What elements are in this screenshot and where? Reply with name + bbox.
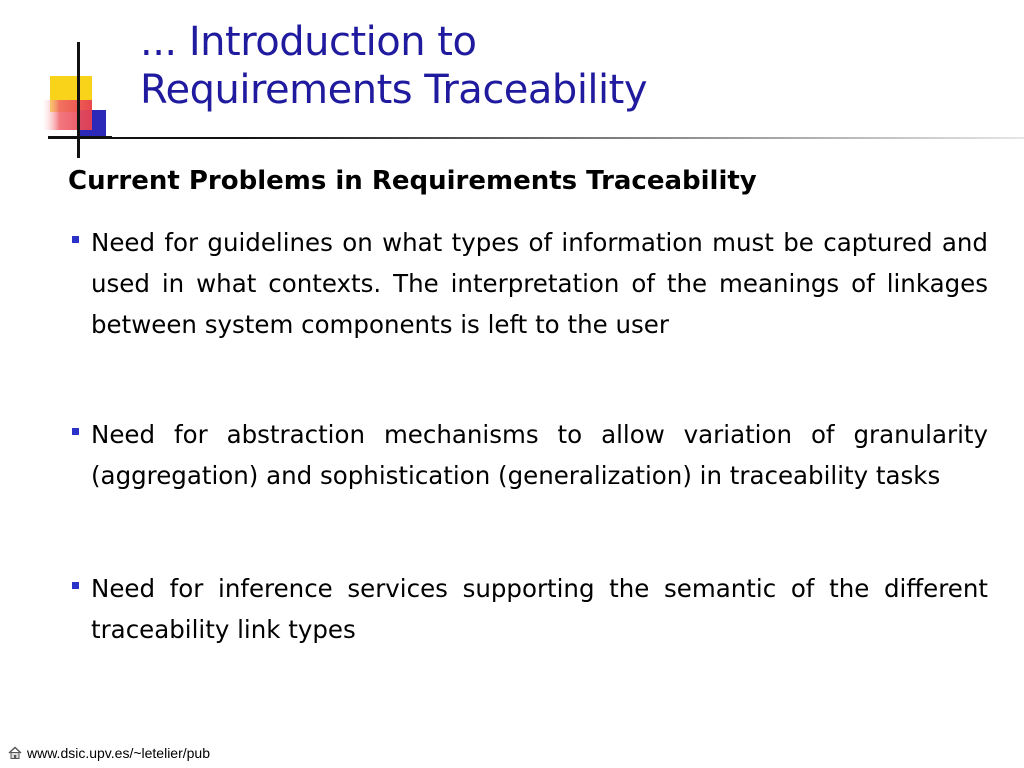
title-line-1: ... Introduction to [140, 19, 477, 65]
bullet-square-icon [72, 428, 79, 435]
home-icon [8, 746, 22, 760]
bullet-item [70, 414, 988, 496]
bullet-text: Need for abstraction mechanisms to allow variation of granularity (aggregation) and sophistication (generalization) in traceability tasks [91, 420, 988, 490]
logo-squares-icon [40, 40, 112, 160]
section-heading: Current Problems in Requirements Traceability [68, 166, 757, 196]
bullet-text: Need for inference services supporting the semantic of the different traceability link types [91, 574, 988, 644]
footer [8, 742, 210, 764]
footer-url-link[interactable]: www.dsic.upv.es/~letelier/pub [27, 745, 210, 761]
bullet-text: Need for guidelines on what types of information must be captured and used in what contexts. The interpretation of the meanings of linkages between system components is left to the user [91, 228, 988, 339]
bullet-square-icon [72, 236, 79, 243]
bullet-item [70, 222, 988, 345]
bullet-square-icon [72, 582, 79, 589]
title-divider [48, 137, 1024, 139]
bullet-item [70, 568, 988, 650]
title-line-2: Requirements Traceability [140, 67, 648, 113]
slide-title [140, 18, 1000, 114]
